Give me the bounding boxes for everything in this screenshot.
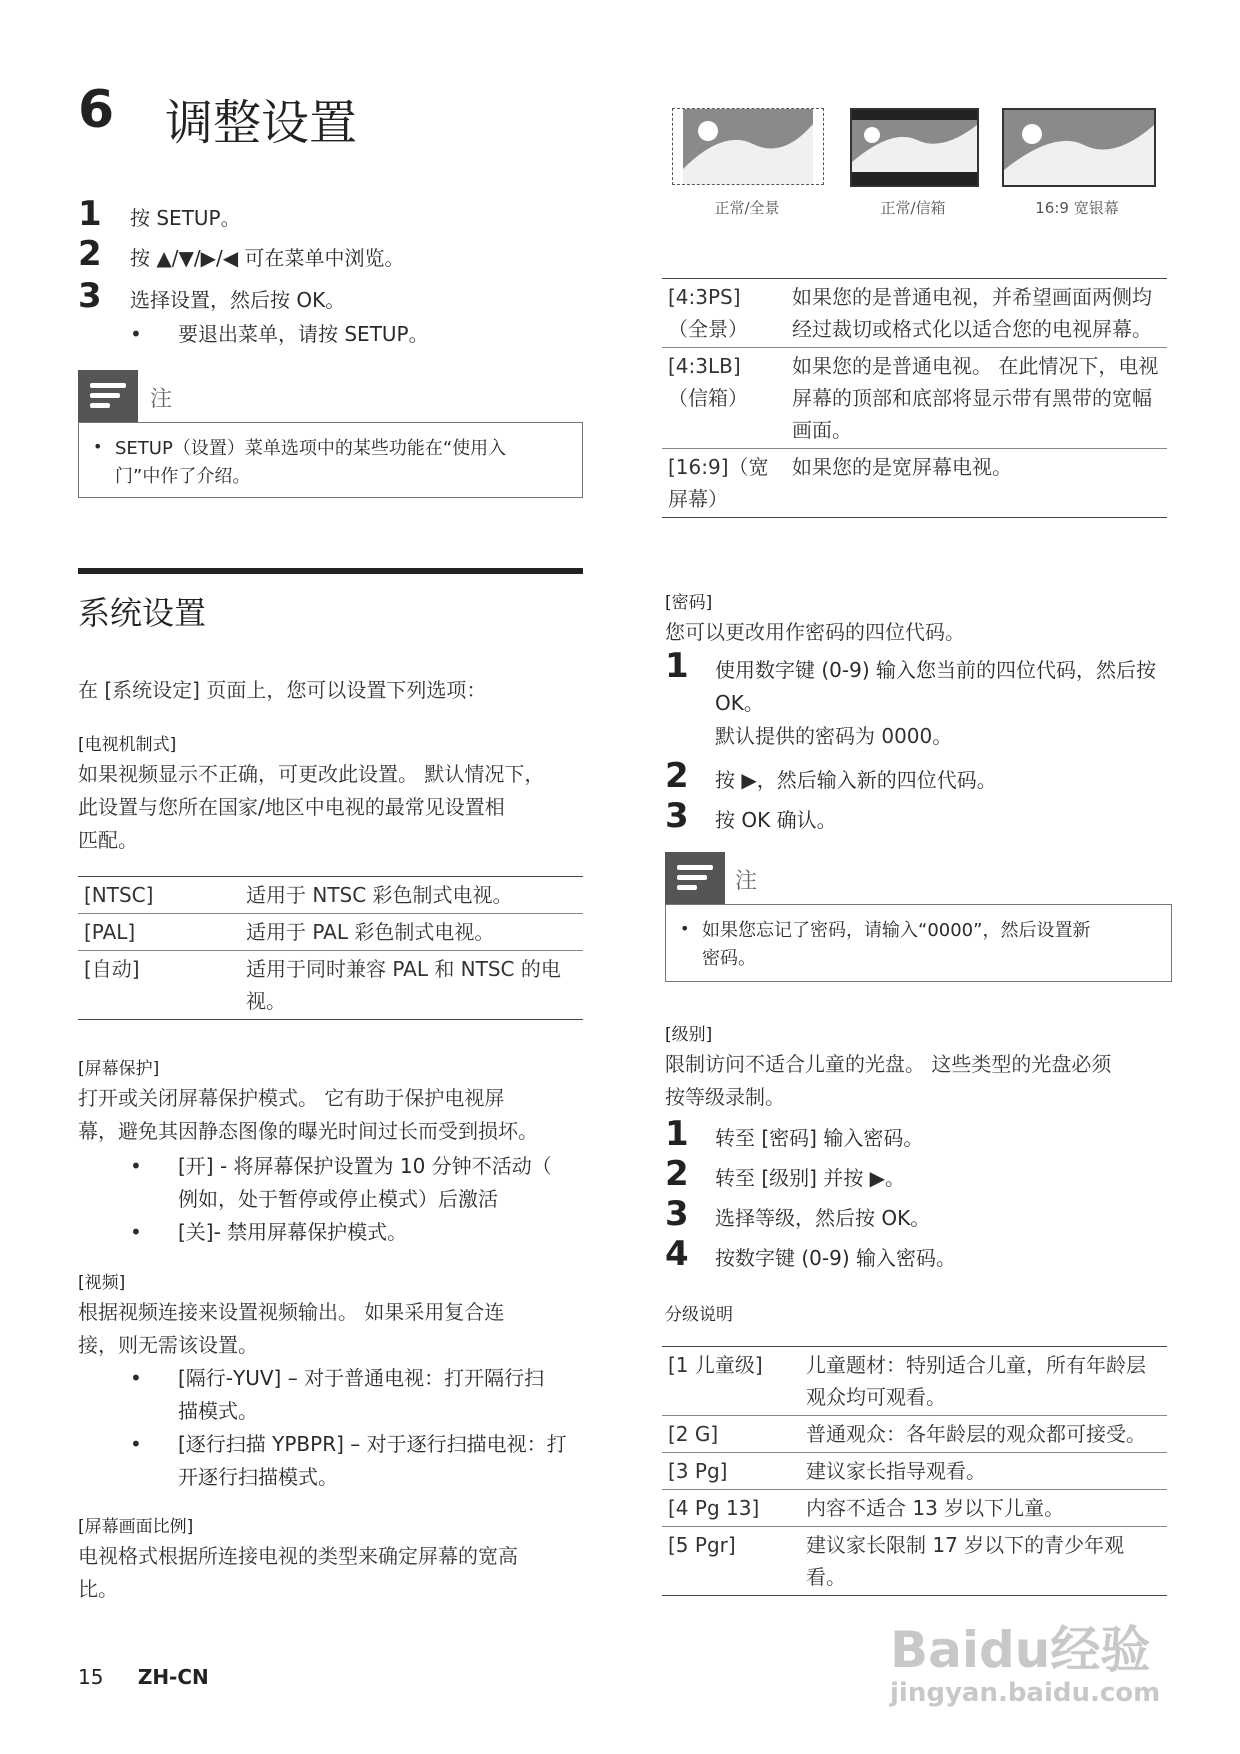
text-line: 如果视频显示不正确，可更改此设置。 默认情况下， (78, 762, 545, 786)
tv-system-desc (78, 758, 588, 857)
text-line: 限制访问不适合儿童的光盘。 这些类型的光盘必须 (665, 1052, 1112, 1076)
text-line: 例如，处于暂停或停止模式）后激活 (178, 1187, 498, 1211)
caption-pan-scan: 正常/全景 (714, 199, 780, 217)
table-value: 适用于 NTSC 彩色制式电视。 (246, 883, 513, 907)
bullet-dot: • (130, 1220, 142, 1244)
page-number: 15 (78, 1665, 104, 1689)
table-key: [PAL] (84, 920, 136, 944)
bullet-text (178, 1362, 544, 1428)
step-text: 按 ▲/▼/▶/◀ 可在菜单中浏览。 (130, 246, 405, 270)
table-row (662, 1527, 1167, 1596)
table-row (662, 348, 1167, 449)
watermark-url: jingyan.baidu.com (890, 1678, 1161, 1708)
step-text: 按 OK 确认。 (715, 808, 837, 832)
step-number: 4 (665, 1234, 689, 1274)
table-key: [5 Pgr] (668, 1533, 736, 1557)
text-line: 匹配。 (78, 828, 138, 852)
text-line: 根据视频连接来设置视频输出。 如果采用复合连 (78, 1300, 505, 1324)
password-step-1 (665, 646, 1185, 720)
step-text: 按数字键 (0-9) 输入密码。 (715, 1246, 956, 1270)
bullet-text: [关]- 禁用屏幕保护模式。 (178, 1220, 408, 1244)
letterbox-illustration (850, 108, 979, 187)
table-value: 如果您的是普通电视。 在此情况下，电视屏幕的顶部和底部将显示带有黑带的宽幅画面。 (792, 354, 1159, 442)
table-key: [4:3LB]（信箱） (668, 354, 748, 410)
step-1 (78, 194, 578, 236)
rating-step-3 (665, 1194, 1185, 1236)
rating-step-2 (665, 1154, 1185, 1196)
password-heading: [密码] (665, 593, 713, 613)
table-key: [4:3PS]（全景） (668, 285, 748, 341)
note-label: 注 (150, 387, 173, 412)
text-line: 电视格式根据所连接电视的类型来确定屏幕的宽高 (78, 1544, 518, 1568)
table-value: 建议家长限制 17 岁以下的青少年观看。 (806, 1533, 1125, 1589)
bullet-dot: • (680, 919, 690, 938)
table-key: [自动] (84, 957, 140, 981)
aspect-heading: [屏幕画面比例] (78, 1517, 194, 1537)
step-number: 2 (665, 1154, 689, 1194)
table-row (662, 279, 1167, 348)
step-text: 按 ▶，然后输入新的四位代码。 (715, 768, 997, 792)
table-row (662, 1453, 1167, 1490)
step-text: 使用数字键 (0-9) 输入您当前的四位代码，然后按 OK。 (715, 658, 1156, 715)
table-row (78, 951, 583, 1020)
step-text: 选择设置，然后按 OK。 (130, 288, 346, 312)
step-number: 3 (78, 276, 102, 316)
password-step-3 (665, 796, 1185, 838)
step-number: 2 (665, 756, 689, 796)
text-line: 描模式。 (178, 1399, 258, 1423)
screensaver-heading: [屏幕保护] (78, 1059, 160, 1079)
text-line: 按等级录制。 (665, 1085, 785, 1109)
text-line: 此设置与您所在国家/地区中电视的最常见设置相 (78, 795, 505, 819)
table-key: [4 Pg 13] (668, 1496, 760, 1520)
note-line: 如果您忘记了密码，请输入“0000”，然后设置新 (702, 920, 1091, 941)
step-number: 3 (665, 796, 689, 836)
chapter-number: 6 (78, 80, 115, 140)
landscape-icon (673, 109, 823, 184)
rating-table (662, 1346, 1167, 1596)
landscape-icon (1004, 110, 1154, 185)
text-line: 打开或关闭屏幕保护模式。 它有助于保护电视屏 (78, 1086, 505, 1110)
password-step-2 (665, 756, 1185, 798)
step-number: 1 (665, 646, 689, 686)
text-line: 接，则无需该设置。 (78, 1333, 258, 1357)
note-box (78, 422, 583, 498)
watermark-brand: Baidu经验 (890, 1621, 1151, 1679)
language-code: ZH-CN (137, 1665, 209, 1689)
tv-system-table (78, 876, 583, 1020)
bullet-dot: • (130, 1154, 142, 1178)
rating-desc (665, 1048, 1175, 1114)
note-line: 门”中作了介绍。 (115, 466, 251, 487)
step-text: 转至 [级别] 并按 ▶。 (715, 1166, 906, 1190)
step-text: 按 SETUP。 (130, 206, 241, 230)
step-text: 选择等级，然后按 OK。 (715, 1206, 931, 1230)
page-footer (78, 1665, 209, 1689)
bullet-dot: • (130, 1432, 142, 1456)
table-value: 普通观众：各年龄层的观众都可接受。 (806, 1422, 1146, 1446)
table-key: [1 儿童级] (668, 1353, 763, 1377)
section-rule (78, 568, 583, 574)
video-desc (78, 1296, 588, 1362)
password-default-note: 默认提供的密码为 0000。 (715, 724, 953, 748)
step-number: 1 (78, 194, 102, 234)
table-value: 儿童题材：特别适合儿童，所有年龄层观众均可观看。 (806, 1353, 1146, 1409)
rating-heading: [级别] (665, 1025, 713, 1045)
table-row (662, 449, 1167, 518)
table-key: [NTSC] (84, 883, 154, 907)
table-value: 内容不适合 13 岁以下儿童。 (806, 1496, 1065, 1520)
section-intro: 在 [系统设定] 页面上，您可以设置下列选项： (78, 678, 487, 702)
password-desc: 您可以更改用作密码的四位代码。 (665, 620, 965, 644)
step-number: 3 (665, 1194, 689, 1234)
section-title: 系统设置 (78, 594, 207, 632)
caption-letterbox: 正常/信箱 (880, 199, 946, 217)
note-label: 注 (735, 869, 758, 894)
rating-subheading: 分级说明 (665, 1305, 733, 1325)
note-box (665, 904, 1172, 982)
table-value: 适用于同时兼容 PAL 和 NTSC 的电视。 (246, 957, 561, 1013)
step-number: 1 (665, 1114, 689, 1154)
pan-scan-illustration (672, 108, 824, 185)
note-icon (78, 370, 138, 422)
chapter-title: 调整设置 (165, 95, 358, 151)
caption-widescreen: 16:9 宽银幕 (1035, 199, 1119, 217)
table-key: [16:9]（宽屏幕） (668, 455, 769, 511)
table-row (78, 877, 583, 914)
bullet-text (178, 1428, 567, 1494)
landscape-icon (852, 110, 977, 185)
note-text (115, 435, 506, 491)
text-line: 比。 (78, 1577, 118, 1601)
step-number: 2 (78, 234, 102, 274)
step-text: 转至 [密码] 输入密码。 (715, 1126, 924, 1150)
table-value: 适用于 PAL 彩色制式电视。 (246, 920, 495, 944)
bullet-dot: • (130, 1366, 142, 1390)
text-line: [隔行-YUV] – 对于普通电视：打开隔行扫 (178, 1366, 545, 1390)
table-row (662, 1490, 1167, 1527)
table-row (662, 1347, 1167, 1416)
screensaver-desc (78, 1082, 588, 1148)
tv-system-heading: [电视机制式] (78, 735, 177, 755)
table-key: [2 G] (668, 1422, 719, 1446)
note-line: 密码。 (702, 948, 756, 969)
text-line: 幕，避免其因静态图像的曝光时间过长而受到损坏。 (78, 1119, 538, 1143)
step-2 (78, 234, 578, 276)
aspect-table (662, 278, 1167, 518)
table-row (78, 914, 583, 951)
bullet-dot: • (130, 322, 142, 346)
table-value: 如果您的是普通电视，并希望画面两侧均经过裁切或格式化以适合您的电视屏幕。 (792, 285, 1152, 341)
video-heading: [视频] (78, 1273, 126, 1293)
bullet-dot: • (93, 437, 103, 456)
note-text (702, 917, 1090, 973)
text-line: [开] - 将屏幕保护设置为 10 分钟不活动（ (178, 1154, 552, 1178)
step-3 (78, 276, 578, 318)
text-line: [逐行扫描 YPBPR] – 对于逐行扫描电视：打 (178, 1432, 567, 1456)
table-row (662, 1416, 1167, 1453)
text-line: 开逐行扫描模式。 (178, 1465, 338, 1489)
widescreen-illustration (1002, 108, 1156, 187)
rating-step-1 (665, 1114, 1185, 1156)
note-icon (665, 852, 725, 904)
table-value: 如果您的是宽屏幕电视。 (792, 455, 1012, 479)
table-key: [3 Pg] (668, 1459, 728, 1483)
table-value: 建议家长指导观看。 (806, 1459, 986, 1483)
bullet-text: 要退出菜单，请按 SETUP。 (178, 322, 429, 346)
bullet-text (178, 1150, 552, 1216)
rating-step-4 (665, 1234, 1185, 1276)
note-line: SETUP（设置）菜单选项中的某些功能在“使用入 (115, 438, 507, 459)
aspect-desc (78, 1540, 588, 1606)
